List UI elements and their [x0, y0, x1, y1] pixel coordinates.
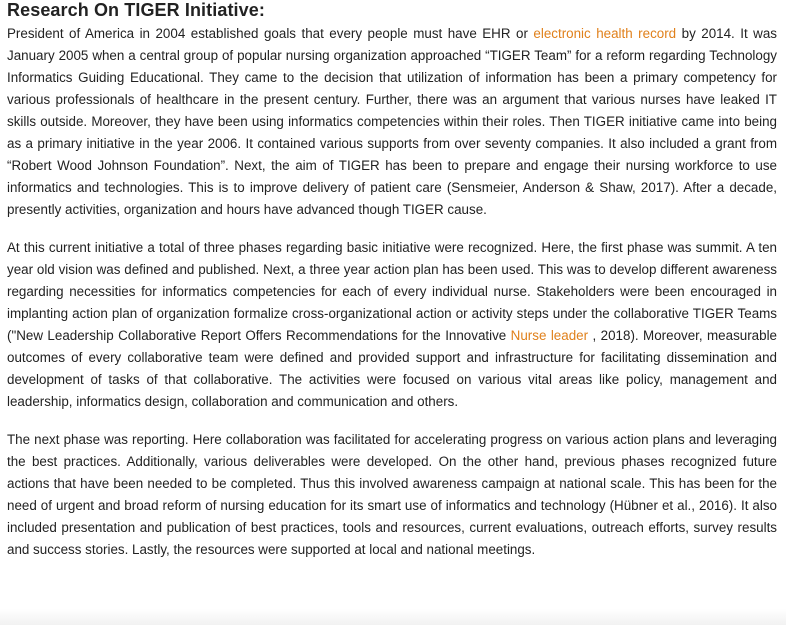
paragraph-1-text-b: by 2014. It was January 2005 when a central group of popular nursing organization approached “TIGER Team” for a reform regarding Technology Informatics Guiding Educational. They came to the decision that utilization of information has been a primary competency for various professionals of healthcare in the present century. Further, there was an argument that various nurses have leaked IT skills outside. Moreover, they have been using informatics competencies within their roles. Then TIGER initiative came into being as a primary initiative in the year 2006. It contained various supports from over seventy companies. It also included a grant from “Robert Wood Johnson Foundation”. Next, the aim of TIGER has been to prepare and engage their nursing workforce to use informatics and technologies. This is to improve delivery of patient care (Sensmeier, Anderson & Shaw, 2017). After a decade, presently activities, organization and hours have advanced though TIGER cause.	[7, 26, 777, 217]
paragraph-1-text-a: President of America in 2004 established goals that every people must have EHR or	[7, 26, 534, 41]
paragraph-3: The next phase was reporting. Here collaboration was facilitated for accelerating progress on various action plans and leveraging the best practices. Additionally, various deliverables were developed. On the other hand, previous phases recognized future actions that have been needed to be completed. Thus this involved awareness campaign at national scale. This has been for the need of urgent and broad reform of nursing education for its smart use of informatics and technology (Hübner et al., 2016). It also included presentation and publication of best practices, tools and resources, current evaluations, outreach efforts, survey results and success stories. Lastly, the resources were supported at local and national meetings.	[7, 432, 777, 557]
paragraph-2	[7, 237, 777, 413]
paragraph-2-text-b: , 2018). Moreover, measurable outcomes of every collaborative team were defined and provided support and infrastructure for facilitating dissemination and development of tasks of that collaborative. The activities were focused on various vital areas like policy, management and leadership, informatics design, collaboration and communication and others.	[7, 328, 777, 409]
electronic-health-record-link[interactable]: electronic health record	[533, 26, 677, 41]
paragraph-2-text-a: At this current initiative a total of three phases regarding basic initiative were recognized. Here, the first phase was summit. A ten year old vision was defined and published. Next, a three year action plan has been used. This was to develop different awareness regarding necessities for informatics competencies for each of every individual nurse. Stakeholders were been encouraged in implanting action plan of organization formalize cross-organizational action or activity steps under the collaborative TIGER Teams ("New Leadership Collaborative Report Offers Recommendations for the Innovative	[7, 240, 777, 343]
paragraph-1	[7, 23, 777, 221]
article-heading: Research On TIGER Initiative:	[7, 0, 265, 20]
bottom-fade	[0, 609, 786, 625]
nurse-leader-link[interactable]: Nurse leader	[510, 328, 589, 343]
